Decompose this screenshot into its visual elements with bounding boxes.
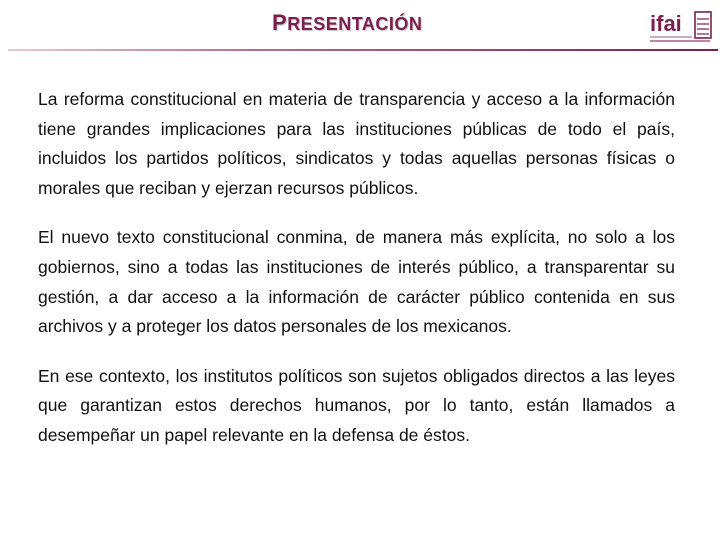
logo-tagline-mark [650, 40, 710, 42]
header-divider [8, 49, 718, 51]
page-title-rest: RESENTACIÓN [287, 14, 423, 34]
main-content [38, 85, 675, 471]
ifai-logo [644, 6, 716, 48]
page-title-initial: P [272, 10, 288, 35]
paragraph-1: La reforma constitucional en materia de transparencia y acceso a la información tiene grandes implicaciones para las instituciones públicas de todo el país, incluidos los partidos políticos, sindicatos y todas aquellas personas físicas o morales que reciban y ejerzan recursos públicos. [38, 89, 675, 198]
page-title [272, 10, 422, 36]
logo-wordmark: ifai [650, 11, 682, 36]
paragraph-3: En ese contexto, los institutos políticos son sujetos obligados directos a las leyes que garantizan estos derechos humanos, por lo tanto, están llamados a desempeñar un papel relevante en la defensa de éstos. [38, 365, 675, 445]
paragraph-2: El nuevo texto constitucional conmina, de manera más explícita, no solo a los gobiernos, sino a todas las instituciones de interés público, a transparentar su gestión, a dar acceso a la información de carácter público contenida en sus archivos y a proteger los datos personales de los mexicanos. [38, 227, 675, 337]
